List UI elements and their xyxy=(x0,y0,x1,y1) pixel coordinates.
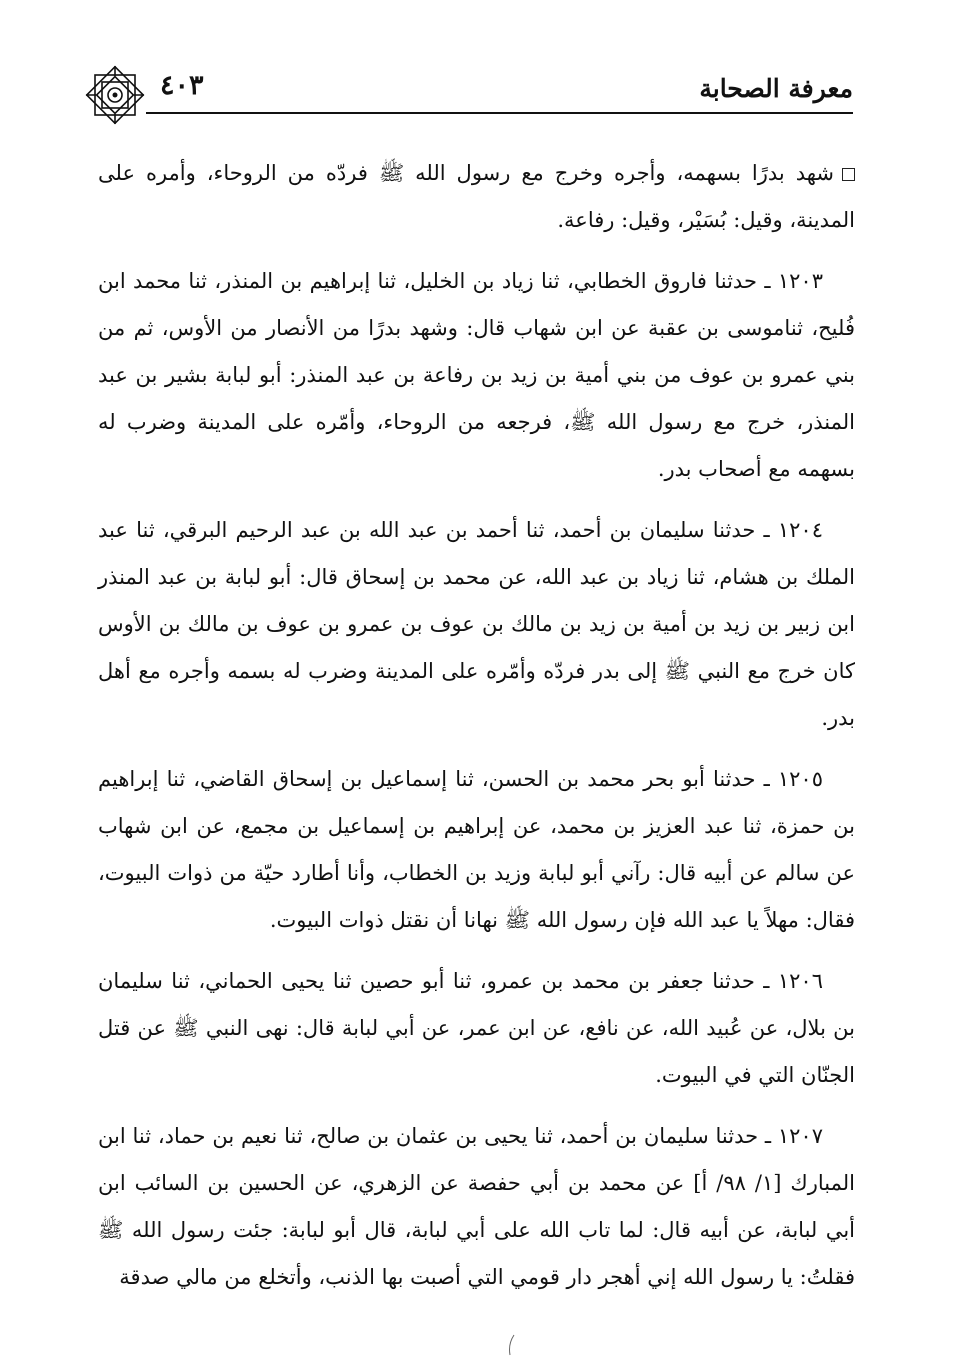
scan-mark-icon xyxy=(506,1334,516,1356)
header-rule xyxy=(146,112,853,114)
paragraph-1206: ١٢٠٦ ـ حدثنا جعفر بن محمد بن عمرو، ثنا أبو حصين ثنا يحيى الحماني، ثنا سليمان بن بلال، عن عُبيد الله، عن نافع، عن ابن عمر، عن أبي لبابة قال: نهى النبي ﷺ عن قتل الجنّان التي في البيوت. xyxy=(98,969,855,1087)
page-header xyxy=(82,62,853,140)
paragraph-intro xyxy=(98,150,855,244)
paragraph-1205: ١٢٠٥ ـ حدثنا أبو بحر محمد بن الحسن، ثنا إسماعيل بن إسحاق القاضي، ثنا إبراهيم بن حمزة، ثنا عبد العزيز بن محمد، عن إبراهيم بن إسماعيل بن مجمع، عن ابن شهاب عن سالم عن أبيه قال: رآني أبو لبابة وزيد بن الخطاب، وأنا أطارد حيّة من ذوات البيوت، فقال: مهلاً يا عبد الله فإن رسول الله ﷺ نهانا أن نقتل ذوات البيوت. xyxy=(98,767,855,932)
square-marker-icon xyxy=(842,168,855,181)
paragraph-1207: ١٢٠٧ ـ حدثنا سليمان بن أحمد، ثنا يحيى بن عثمان بن صالح، ثنا نعيم بن حماد، ثنا ابن المبارك [١/ ٩٨/ أ] عن محمد بن أبي حفصة عن الزهري، عن الحسين بن السائب ابن أبي لبابة، عن أبيه قال: لما تاب الله على أبي لبابة، قال أبو لبابة: جئت رسول الله ﷺ فقلتُ: يا رسول الله إني أهجر دار قومي التي أصبت بها الذنب، وأتخلع من مالي صدقة xyxy=(98,1124,855,1289)
page-number: ٤٠٣ xyxy=(160,70,204,101)
running-title: معرفة الصحابة xyxy=(699,74,853,103)
rosette-ornament-icon xyxy=(82,62,148,128)
page-body xyxy=(98,150,855,1315)
paragraph-1204: ١٢٠٤ ـ حدثنا سليمان بن أحمد، ثنا أحمد بن عبد الله بن عبد الرحيم البرقي، ثنا عبد الملك بن هشام، ثنا زياد بن عبد الله، عن محمد بن إسحاق قال: أبو لبابة بن عبد المنذر ابن زبير بن زيد بن أمية بن زيد بن مالك بن عوف بن عمرو بن عوف بن مالك بن الأوس كان خرج مع النبي ﷺ إلى بدر فردّه وأمّره على المدينة وضرب له بسمه وأجره مع أهل بدر. xyxy=(98,518,855,730)
paragraph-text: شهد بدرًا بسهمه، وأجره وخرج مع رسول الله ﷺ فردّه من الروحاء، وأمره على المدينة، وقيل: بُسَيْر، وقيل: رفاعة. xyxy=(98,161,855,232)
paragraph-1203: ١٢٠٣ ـ حدثنا فاروق الخطابي، ثنا زياد بن الخليل، ثنا إبراهيم بن المنذر، ثنا محمد ابن فُليح، ثناموسى بن عقبة عن ابن شهاب قال: وشهد بدرًا من الأنصار من الأوس، ثم من بني عمرو بن عوف من بني أمية بن زيد بن رفاعة بن عبد المنذر: أبو لبابة بشير بن عبد المنذر، خرج مع رسول الله ﷺ، فرجعه من الروحاء، وأمّره على المدينة وضرب له بسهمه مع أصحاب بدر. xyxy=(98,269,855,481)
